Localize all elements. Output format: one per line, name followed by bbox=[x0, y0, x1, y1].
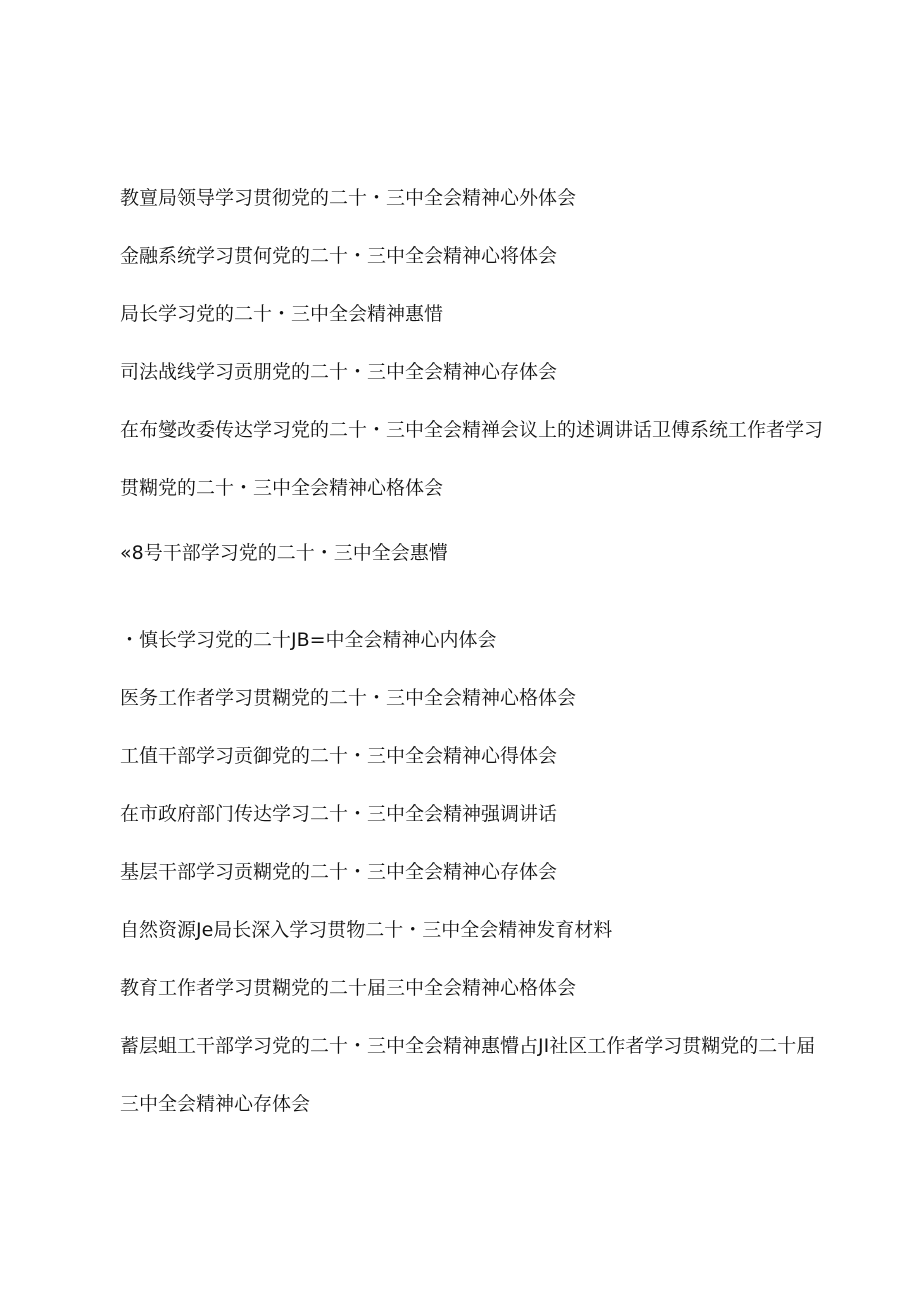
text-line: 三中全会精神心存体会 bbox=[120, 1093, 311, 1115]
text-line: 司法战线学习贡朋党的二十・三中全会精神心存体会 bbox=[120, 361, 558, 383]
text-line: 局长学习党的二十・三中全会精神惠惜 bbox=[120, 303, 444, 325]
text-line: 基层干部学习贡糊党的二十・三中全会精神心存体会 bbox=[120, 861, 558, 883]
text-line: 贯糊党的二十・三中全会精神心格体会 bbox=[120, 477, 444, 499]
text-line: 蓄层蛆工干部学习党的二十・三中全会精神惠懵占JI社区工作者学习贯糊党的二十届 bbox=[120, 1035, 816, 1057]
text-line: ・慎长学习党的二十JB=中全会精神心内体会 bbox=[120, 629, 497, 651]
text-line: 工值干部学习贡御党的二十・三中全会精神心得体会 bbox=[120, 745, 558, 767]
text-line: 自然资源Je局长深入学习贯物二十・三中全会精神发育材料 bbox=[120, 919, 613, 941]
text-line: 金融系统学习贯何党的二十・三中全会精神心将体会 bbox=[120, 245, 558, 267]
text-line: «8号干部学习党的二十・三中全会惠懵 bbox=[120, 542, 448, 564]
text-line: 教育工作者学习贯糊党的二十届三中全会精神心格体会 bbox=[120, 977, 577, 999]
text-line: 医务工作者学习贯糊党的二十・三中全会精神心格体会 bbox=[120, 687, 577, 709]
text-line: 在市政府部门传达学习二十・三中全会精神强调讲话 bbox=[120, 803, 558, 825]
text-line: 在布燮改委传达学习党的二十・三中全会精禅会议上的述调讲话卫傅系统工作者学习 bbox=[120, 419, 824, 441]
text-line: 教亶局领导学习贯彻党的二十・三中全会精神心外体会 bbox=[120, 187, 577, 209]
